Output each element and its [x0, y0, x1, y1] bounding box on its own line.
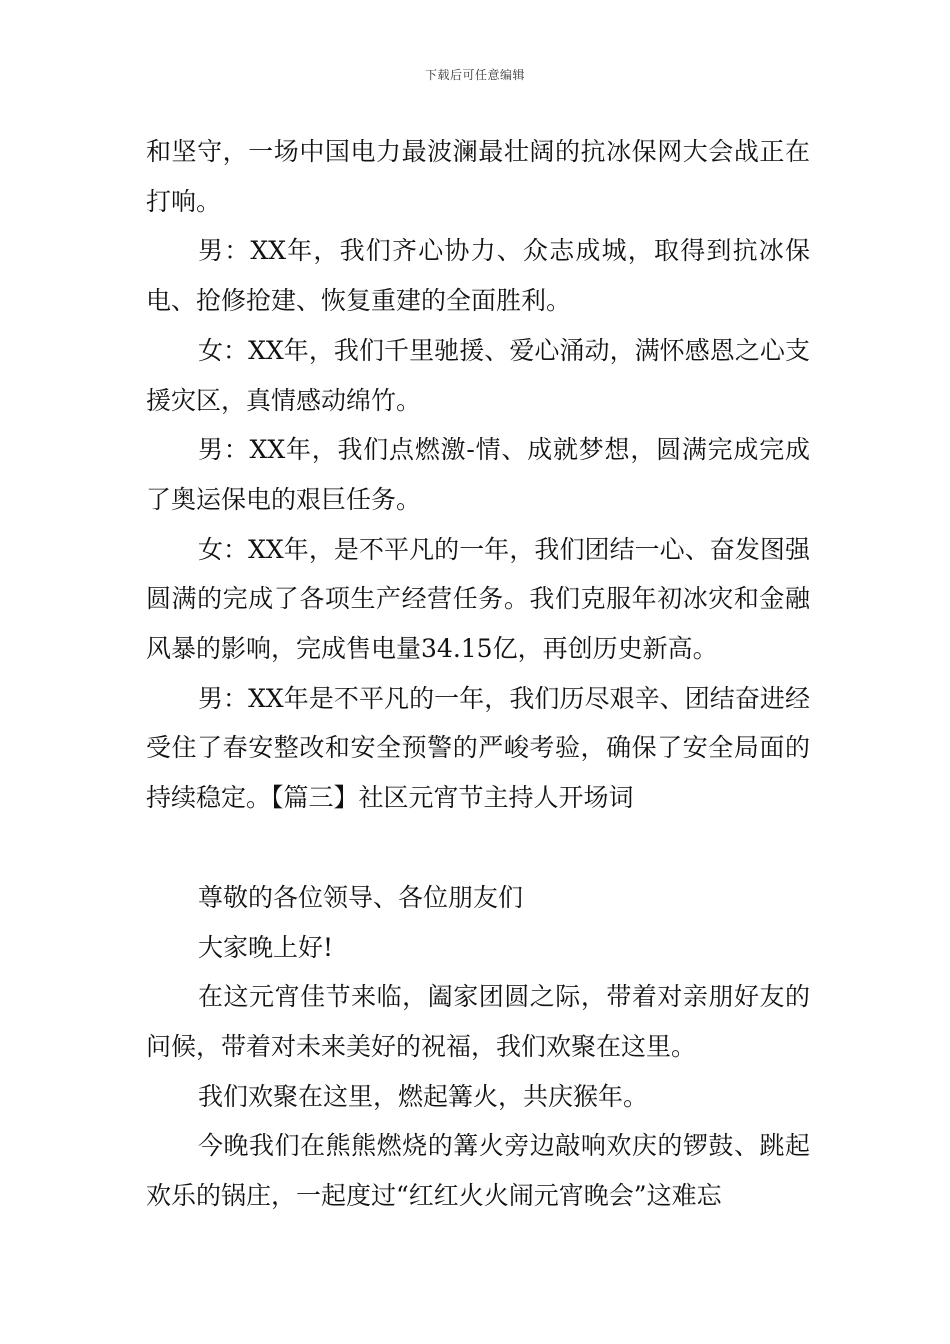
document-body: [146, 127, 810, 1221]
paragraph-female-2: 女：XX年，是不平凡的一年，我们团结一心、奋发图强圆满的完成了各项生产经营任务。我们克服年初冰灾和金融风暴的影响，完成售电量34.15亿，再创历史新高。: [146, 534, 810, 664]
paragraph-greeting: 大家晚上好!: [198, 932, 334, 962]
paragraph-opening: 在这元宵佳节来临，阖家团圆之际，带着对亲朋好友的问候，带着对未来美好的祝福，我们欢聚在这里。: [146, 982, 810, 1061]
paragraph-gathering: 我们欢聚在这里，燃起篝火，共庆猴年。: [198, 1081, 649, 1111]
paragraph-continuation: 和坚守，一场中国电力最波澜最壮阔的抗冰保网大会战正在打响。: [146, 137, 810, 216]
section-spacer: [146, 823, 810, 873]
paragraph-tonight: 今晚我们在熊熊燃烧的篝火旁边敲响欢庆的锣鼓、跳起欢乐的锅庄，一起度过“红红火火闹元宵晚会”这难忘: [146, 1131, 810, 1211]
paragraph-female-1: 女：XX年，我们千里驰援、爱心涌动，满怀感恩之心支援灾区，真情感动绵竹。: [146, 335, 810, 415]
page-header-note: 下载后可任意编辑: [424, 68, 525, 82]
paragraph-salutation: 尊敬的各位领导、各位朋友们: [198, 882, 524, 912]
paragraph-male-2: 男：XX年，我们点燃激-情、成就梦想，圆满完成完成了奥运保电的艰巨任务。: [146, 435, 810, 514]
paragraph-male-3: 男：XX年是不平凡的一年，我们历尽艰辛、团结奋进经受住了春安整改和安全预警的严峻考验，确保了安全局面的持续稳定。【篇三】社区元宵节主持人开场词: [146, 683, 810, 813]
paragraph-male-1: 男：XX年，我们齐心协力、众志成城，取得到抗冰保电、抢修抢建、恢复重建的全面胜利。: [146, 236, 810, 316]
